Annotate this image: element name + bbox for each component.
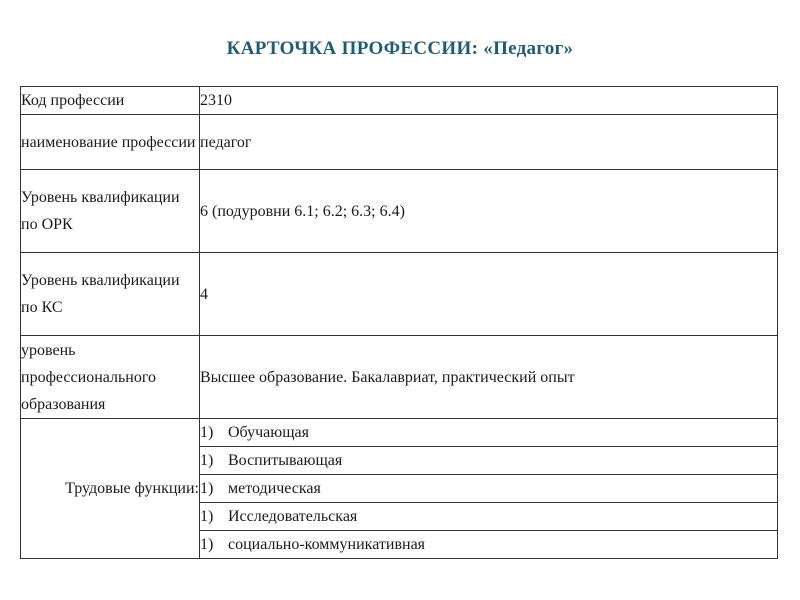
row-label: Уровень квалификации по ОРК [21,170,200,253]
function-text: Воспитывающая [228,452,343,469]
row-label: уровень профессионального образования [21,336,200,419]
row-label: Код профессии [21,87,200,115]
function-item [200,419,778,447]
row-label: Уровень квалификации по КС [21,253,200,336]
function-number: 1) [200,536,214,553]
function-item [200,475,778,503]
function-item [200,503,778,531]
table-row [21,253,778,336]
row-value: 2310 [200,87,778,115]
function-number: 1) [200,480,214,497]
function-text: методическая [228,480,321,497]
function-text: Обучающая [228,424,309,441]
function-text: Исследовательская [228,508,358,525]
row-value: Высшее образование. Бакалавриат, практический опыт [200,336,778,419]
profession-card-table [20,86,778,559]
table-row [21,87,778,115]
function-number: 1) [200,508,214,525]
table-row [21,115,778,170]
table-row [21,336,778,419]
row-value: 6 (подуровни 6.1; 6.2; 6.3; 6.4) [200,170,778,253]
page-title: КАРТОЧКА ПРОФЕССИИ: «Педагог» [226,38,574,59]
function-number: 1) [200,424,214,441]
function-number: 1) [200,452,214,469]
row-value: 4 [200,253,778,336]
row-value: педагог [200,115,778,170]
function-text: социально-коммуникативная [228,536,426,553]
function-item [200,531,778,559]
functions-label: Трудовые функции: [21,419,200,559]
function-row [21,419,778,447]
function-item [200,447,778,475]
row-label: наименование профессии [21,115,200,170]
table-row [21,170,778,253]
